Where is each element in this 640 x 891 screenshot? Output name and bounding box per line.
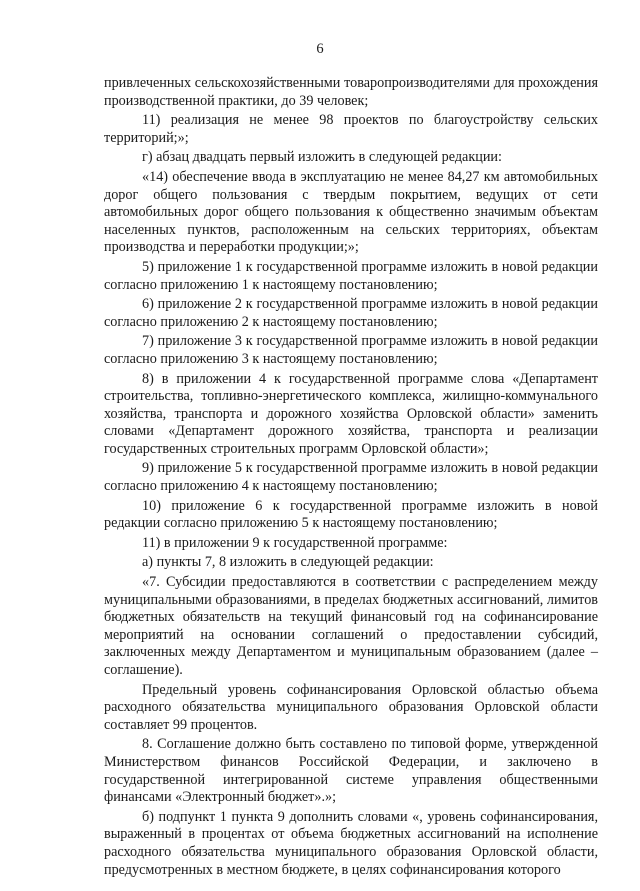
paragraph: 5) приложение 1 к государственной программе изложить в новой редакции согласно приложению 1 к настоящему постановлению; — [104, 258, 598, 293]
page-number: 6 — [316, 41, 324, 57]
paragraph: 9) приложение 5 к государственной программе изложить в новой редакции согласно приложению 4 к настоящему постановлению; — [104, 460, 598, 495]
paragraph: 6) приложение 2 к государственной программе изложить в новой редакции согласно приложению 2 к настоящему постановлению; — [104, 296, 598, 330]
paragraph: 11) реализация не менее 98 проектов по благоустройству сельских территорий;»; — [104, 112, 598, 146]
paragraph: 11) в приложении 9 к государственной программе: — [142, 534, 448, 551]
paragraph: 8) в приложении 4 к государственной программе слова «Департамент строительства, топливно-энергетического комплекса, жилищно-коммунального хозяйства, транспорта и дорожного хозяйства Орловской области» заменить словами «Департамент дорожного хозяйства, транспорта и реализации государственных строительных программ Орловской области»; — [104, 370, 598, 457]
paragraph: 7) приложение 3 к государственной программе изложить в новой редакции согласно приложению 3 к настоящему постановлению; — [104, 333, 598, 367]
paragraph: а) пункты 7, 8 изложить в следующей редакции: — [142, 554, 434, 571]
paragraph: «14) обеспечение ввода в эксплуатацию не менее 84,27 км автомобильных дорог общего пользования с твердым покрытием, ведущих от сети автомобильных дорог общего пользования к общественно значимым объектам населенных пунктов, расположенным на сельских территориях, объектам производства и переработки продукции;»; — [104, 168, 598, 256]
paragraph: «7. Субсидии предоставляются в соответствии с распределением между муниципальными образованиями, в пределах бюджетных ассигнований, лимитов бюджетных обязательств на текущий финансовый год на софинансирование мероприятий на основании соглашений о предоставлении субсидий, заключенных между Департаментом и муниципальным образованием (далее – соглашение). — [104, 574, 598, 678]
paragraph: г) абзац двадцать первый изложить в следующей редакции: — [142, 149, 502, 166]
paragraph: 10) приложение 6 к государственной программе изложить в новой редакции согласно приложению 5 к настоящему постановлению; — [104, 497, 598, 532]
paragraph: привлеченных сельскохозяйственными товаропроизводителями для прохождения производственной практики, до 39 человек; — [104, 75, 598, 109]
paragraph: Предельный уровень софинансирования Орловской областью объема расходного обязательства муниципального образования Орловской области составляет 99 процентов. — [104, 681, 598, 733]
paragraph: 8. Соглашение должно быть составлено по типовой форме, утвержденной Министерством финансов Российской Федерации, и заключено в государственной интегрированной системе управления общественными финансами «Электронный бюджет».»; — [104, 736, 598, 806]
paragraph: б) подпункт 1 пункта 9 дополнить словами «, уровень софинансирования, выраженный в процентах от объема бюджетных ассигнований на исполнение расходного обязательства муниципального образования Орловской области, предусмотренных в местном бюджете, в целях софинансирования которого — [104, 808, 598, 878]
document-body — [104, 75, 598, 881]
